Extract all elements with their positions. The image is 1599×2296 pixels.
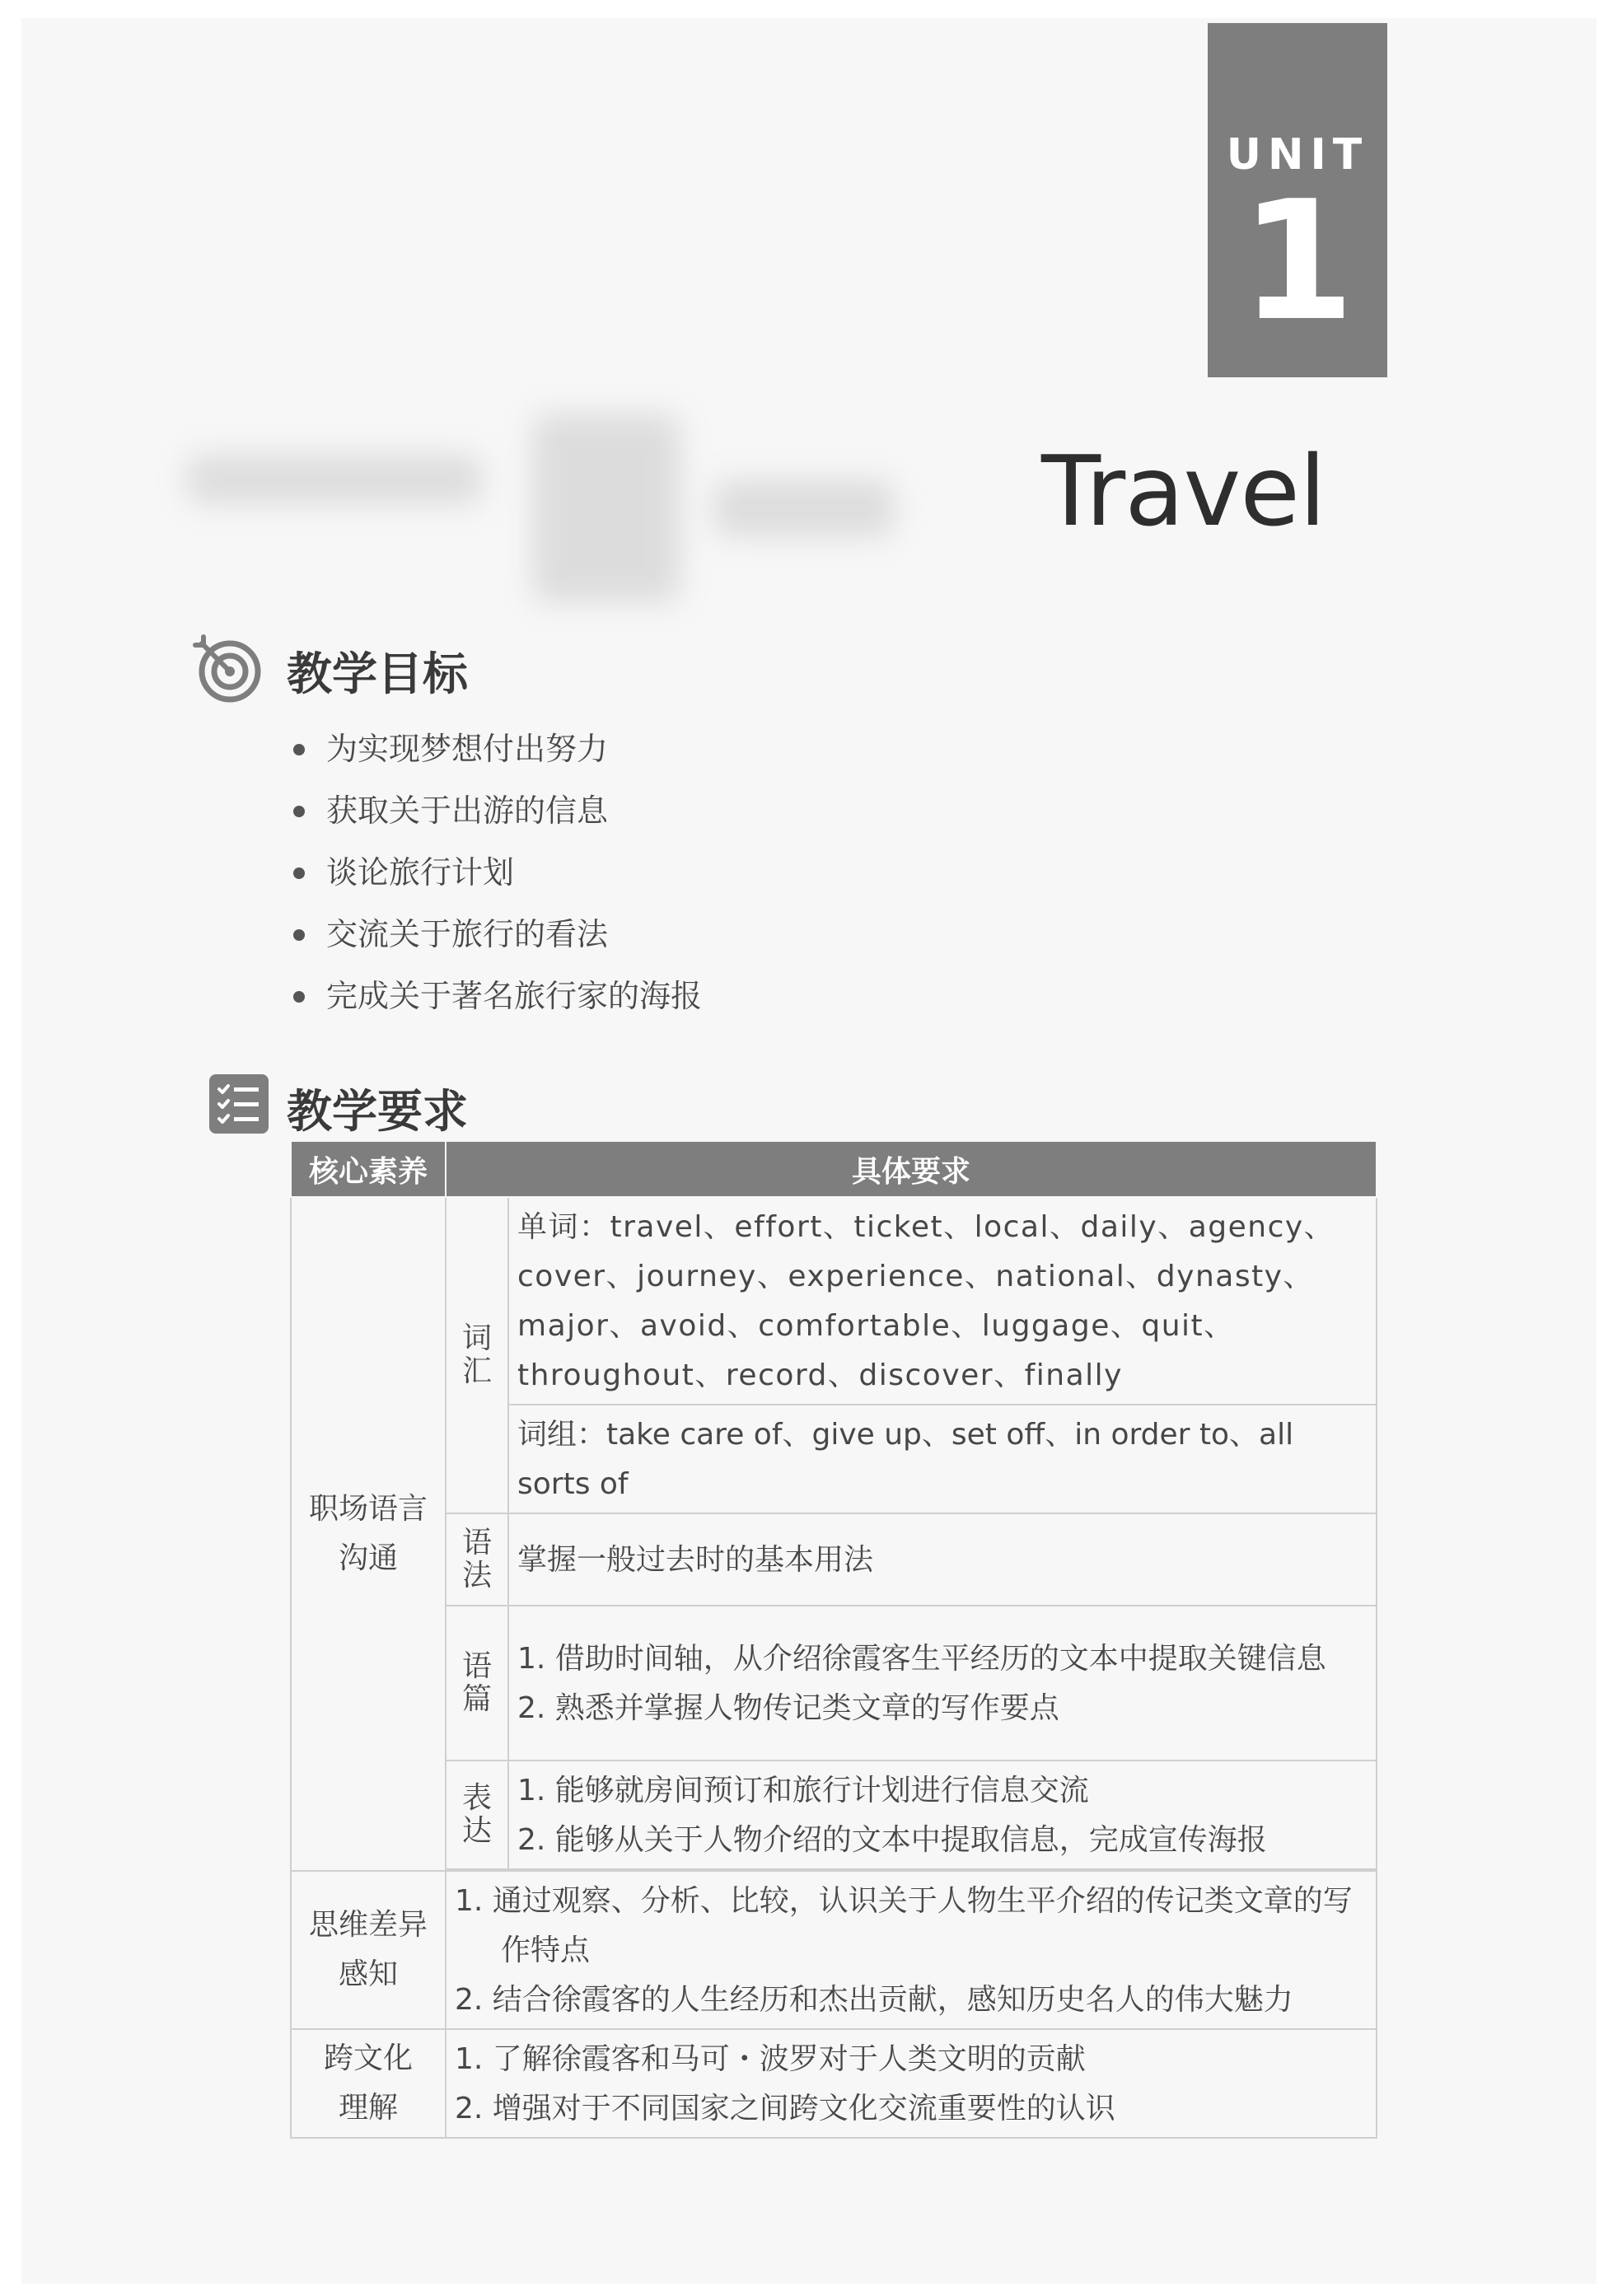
list-item: 获取关于出游的信息 xyxy=(285,780,702,842)
label-vocab: 词汇 xyxy=(446,1197,508,1513)
table-row xyxy=(291,1606,1377,1761)
bullet-icon xyxy=(293,744,305,755)
list-item: 1. 通过观察、分析、比较，认识关于人物生平介绍的传记类文章的写作特点 xyxy=(455,1884,1353,1967)
list-item: 1. 借助时间轴，从介绍徐霞客生平经历的文本中提取关键信息 xyxy=(517,1642,1326,1676)
column-header-core: 核心素养 xyxy=(291,1141,446,1197)
label-expression: 表达 xyxy=(446,1761,508,1869)
requirements-table xyxy=(290,1140,1377,2139)
table-header-row xyxy=(291,1141,1377,1197)
list-item: 完成关于著名旅行家的海报 xyxy=(285,966,702,1027)
list-item: 2. 增强对于不同国家之间跨文化交流重要性的认识 xyxy=(455,2092,1115,2125)
checklist-icon xyxy=(209,1074,269,1134)
column-header-details: 具体要求 xyxy=(446,1141,1377,1197)
table-row xyxy=(291,1761,1377,1869)
list-item: 2. 能够从关于人物介绍的文本中提取信息，完成宣传海报 xyxy=(517,1823,1267,1857)
bullet-icon xyxy=(293,929,305,941)
target-icon xyxy=(190,632,264,706)
list-item: 谈论旅行计划 xyxy=(285,842,702,904)
page xyxy=(21,18,1597,2284)
table-row xyxy=(291,1513,1377,1606)
unit-title: Travel xyxy=(1041,434,1325,548)
label-discourse: 语篇 xyxy=(446,1606,508,1761)
list-item: 2. 结合徐霞客的人生经历和杰出贡献，感知历史名人的伟大魅力 xyxy=(455,1983,1293,2017)
category-workplace: 职场语言沟通 xyxy=(291,1197,446,1871)
discourse-list xyxy=(508,1606,1377,1761)
list-item: 2. 熟悉并掌握人物传记类文章的写作要点 xyxy=(517,1691,1059,1725)
unit-number: 1 xyxy=(1240,166,1355,358)
expression-list xyxy=(508,1761,1377,1869)
requirements-heading: 教学要求 xyxy=(287,1085,469,1138)
table-row xyxy=(291,2029,1377,2138)
crosscultural-list xyxy=(446,2029,1377,2138)
vocab-words: 单词：travel、effort、ticket、local、daily、agency、cover、journey、experience、national、dynasty、major、avoid、comfortable、luggage、quit、throughout、record、discover、finally xyxy=(508,1197,1377,1405)
list-item: 交流关于旅行的看法 xyxy=(285,904,702,966)
grammar-text: 掌握一般过去时的基本用法 xyxy=(508,1513,1377,1606)
bullet-icon xyxy=(293,867,305,879)
label-grammar: 语法 xyxy=(446,1513,508,1606)
table-row xyxy=(291,1197,1377,1405)
category-crosscultural: 跨文化理解 xyxy=(291,2029,446,2138)
unit-block xyxy=(1208,23,1387,377)
list-item: 1. 能够就房间预订和旅行计划进行信息交流 xyxy=(517,1774,1089,1807)
objectives-list xyxy=(285,718,702,1027)
thinking-list xyxy=(446,1871,1377,2029)
bullet-icon xyxy=(293,806,305,817)
table-row xyxy=(291,1871,1377,2029)
objectives-heading: 教学目标 xyxy=(287,648,469,700)
vocab-phrases: 词组：take care of、give up、set off、in order to、all sorts of xyxy=(508,1405,1377,1513)
list-item: 为实现梦想付出努力 xyxy=(285,718,702,780)
bullet-icon xyxy=(293,991,305,1003)
unit-label: UNIT xyxy=(1226,130,1369,180)
blurred-background-decoration xyxy=(186,381,928,603)
list-item: 1. 了解徐霞客和马可・波罗对于人类文明的贡献 xyxy=(455,2042,1086,2076)
category-thinking: 思维差异感知 xyxy=(291,1871,446,2029)
